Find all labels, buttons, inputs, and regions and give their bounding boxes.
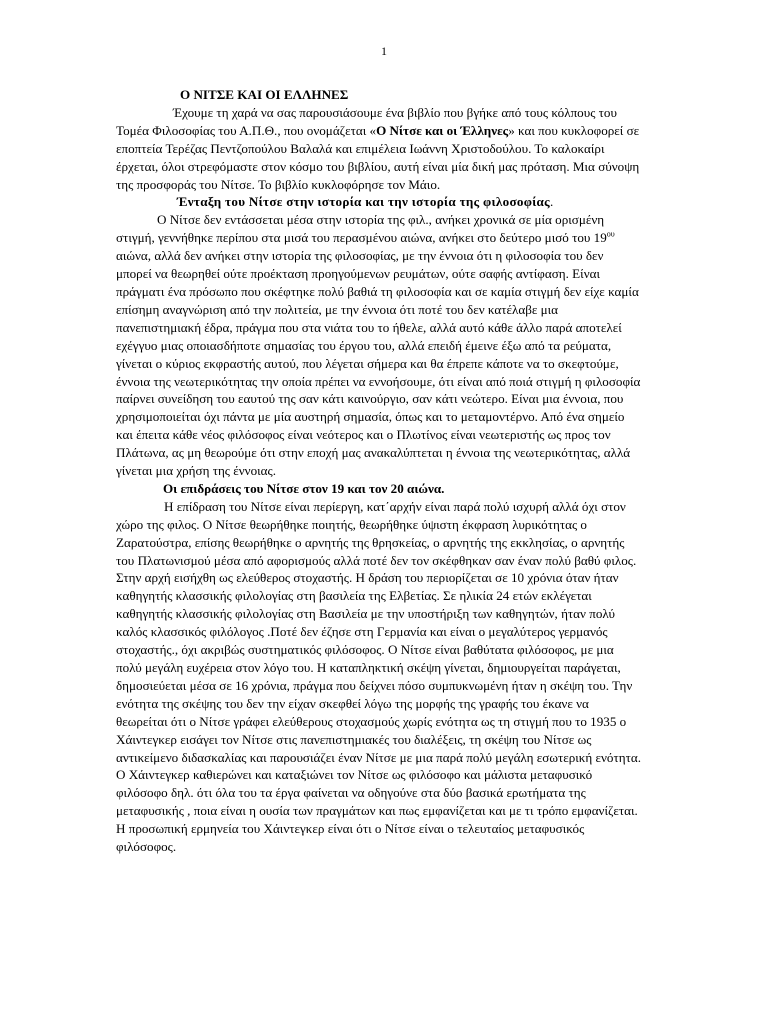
book-title: Ο Νίτσε και οι Έλληνες: [376, 122, 509, 138]
integration-text-start: Ο Νίτσε δεν εντάσσεται μέσα στην ιστορία της φιλ., ανήκει χρονικά σε μία ορισμένη στιγμή, γεννήθηκε περίπου στα μισά του περασμένου αιώνα, ανήκει στο δεύτερο μισό του 19: [116, 212, 607, 246]
section-integration-paragraph: [116, 211, 642, 480]
intro-text-start: Έχουμε τη χαρά να σας παρουσιάσουμε ένα βιβλίο που βγήκε από τους κόλπους του Τομέα Φιλοσοφίας του Α.Π.Θ., που ονομάζεται «: [116, 104, 617, 138]
section-heading-influences: Οι επιδράσεις του Νίτσε στον 19 και τον 20 αιώνα.: [163, 480, 445, 496]
section-heading-integration: [116, 193, 642, 211]
century-superscript: ου: [606, 229, 615, 239]
section-heading-integration-period: .: [549, 194, 554, 210]
section-heading-integration-text: Ένταξη του Νίτσε στην ιστορία και την ιστορία της φιλοσοφίας: [177, 194, 550, 210]
integration-text-rest: αιώνα, αλλά δεν ανήκει στην ιστορία της φιλοσοφίας, με την έννοια ότι η φιλοσοφία του δεν μπορεί να θεωρηθεί ούτε προέκταση προηγούμενων ρευμάτων, ούτε σαφής αντίφαση. Είναι πράγματι ένα πρόσωπο που σκέφτηκε πολύ βαθιά τη φιλοσοφία και σε καμία στιγμή δεν είχε καμία επίσημη αναγνώριση από την πολιτεία, με την έννοια ότι ποτέ του δεν κατέλαβε μια πανεπιστημιακή έδρα, πράγμα που στα νιάτα του το ήθελε, αλλά αυτό κάθε άλλο παρά αποτελεί εχέγγυο μιας οποιασδήποτε σημασίας του έργου του, αλλά επειδή έμεινε έξω από τα ρεύματα, γίνεται ο κύριος εκφραστής αυτού, που λέγεται σήμερα και θα έπρεπε κάποτε να το σκεφτούμε, έννοια της νεωτερικότητας την οποία πρέπει να εννοήσουμε, ότι είναι από ποιά στιγμή η φιλοσοφία παίρνει συνείδηση του εαυτού της σαν κάτι καινούργιο, σαν κάτι νεώτερο. Είναι μια έννοια, που χρησιμοποιείται όχι πάντα με μία αυστηρή σημασία, όπως και το μεταμοντέρνο. Από ένα σημείο και έπειτα κάθε νέος φιλόσοφος είναι νεότερος και ο Πλωτίνος είναι νεωτεριστής ως προς τον Πλάτωνα, ας μη θεωρούμε ότι στην εποχή μας ανακαλύπτεται η έννοια της νεωτερικότητας, αλλά γίνεται μια χρήση της έννοιας.: [116, 248, 641, 479]
intro-paragraph: [116, 104, 642, 194]
document-title: Ο ΝΙΤΣΕ ΚΑΙ ΟΙ ΕΛΛΗΝΕΣ: [180, 87, 349, 102]
page-number: 1: [381, 44, 387, 58]
section-influences-paragraph: Η επίδραση του Νίτσε είναι περίεργη, κατ΄αρχήν είναι παρά πολύ ισχυρή αλλά όχι στον χώρο της φιλος. Ο Νίτσε θεωρήθηκε ποιητής, θεωρήθηκε ύψιστη έκφραση λυρικότητας ο Ζαρατούστρα, επίσης θεωρήθηκε ο αρνητής της θρησκείας, ο αρνητής της εκκλησίας, ο αρνητής του Πλατωνισμού μέσα από αφορισμούς αλλά ποτέ δεν τον σκέφθηκαν σαν έναν πολύ βαθύ φιλος. Στην αρχή εισήχθη ως ελεύθερος στοχαστής. Η δράση του περιορίζεται σε 10 χρόνια όταν ήταν καθηγητής κλασσικής φιλολογίας στη βασιλεία της Ελβετίας. Σε ηλικία 24 ετών εκλέγεται καθηγητής κλασσικής φιλολογίας στη Βασιλεία με την υποστήριξη των καθηγητών, ήταν πολύ καλός κλασσικός φιλόλογος .Ποτέ δεν έζησε στη Γερμανία και είναι ο μεγαλύτερος γερμανός στοχαστής., όχι ακριβώς συστηματικός φιλόσοφος. Ο Νίτσε είναι βαθύτατα φιλόσοφος, με μια πολύ μεγάλη ευχέρεια στον λόγο του. Η καταπληκτική σκέψη γίνεται, δημιουργείται παράγεται, δημοσιεύεται μέσα σε 16 χρόνια, πράγμα που δείχνει πόσο συμπυκνωμένη ήταν η σκέψη του. Την ενότητα της σκέψης του δεν την είχαν σκεφθεί λόγω της μορφής της γραφής του έκανε να θεωρείται ότι ο Νίτσε γράφει ελεύθερους στοχασμούς χωρίς ενότητα ως τη στιγμή που το 1935 ο Χάιντεγκερ εισάγει τον Νίτσε στις πανεπιστημιακές του διαλέξεις, τη σκέψη του Νίτσε ως αντικείμενο διδασκαλίας και παρουσιάζει έναν Νίτσε με μια παρά πολύ μεγάλη εσωτερική ενότητα. Ο Χάιντεγκερ καθιερώνει και καταξιώνει τον Νίτσε ως φιλόσοφο και μάλιστα μεταφυσικό φιλόσοφο δηλ. ότι όλα του τα έργα φαίνεται να οδηγούνε στα δύο βασικά ερωτήματα της μεταφυσικής , ποια είναι η ουσία των πραγμάτων και πως εμφανίζεται και με τι τρόπο εμφανίζεται. Η προσωπική ερμηνεία του Χάιντεγκερ είναι ότι ο Νίτσε είναι ο τελευταίος μεταφυσικός φιλόσοφος.: [116, 498, 641, 855]
document-body: [116, 86, 642, 856]
intro-text-end: » και που κυκλοφορεί σε εποπτεία Τερέζας Πεντζοπούλου Βαλαλά και επιμέλεια Ιωάννη Χριστοδούλου. Το καλοκαίρι έρχεται, όλοι στρεφόμαστε στον κόσμο του βιβλίου, αυτή είναι μία δική μας πρόταση. Μια σύνοψη της προσφοράς του Νίτσε. Το βιβλίο κυκλοφόρησε τον Μάιο.: [116, 122, 640, 192]
